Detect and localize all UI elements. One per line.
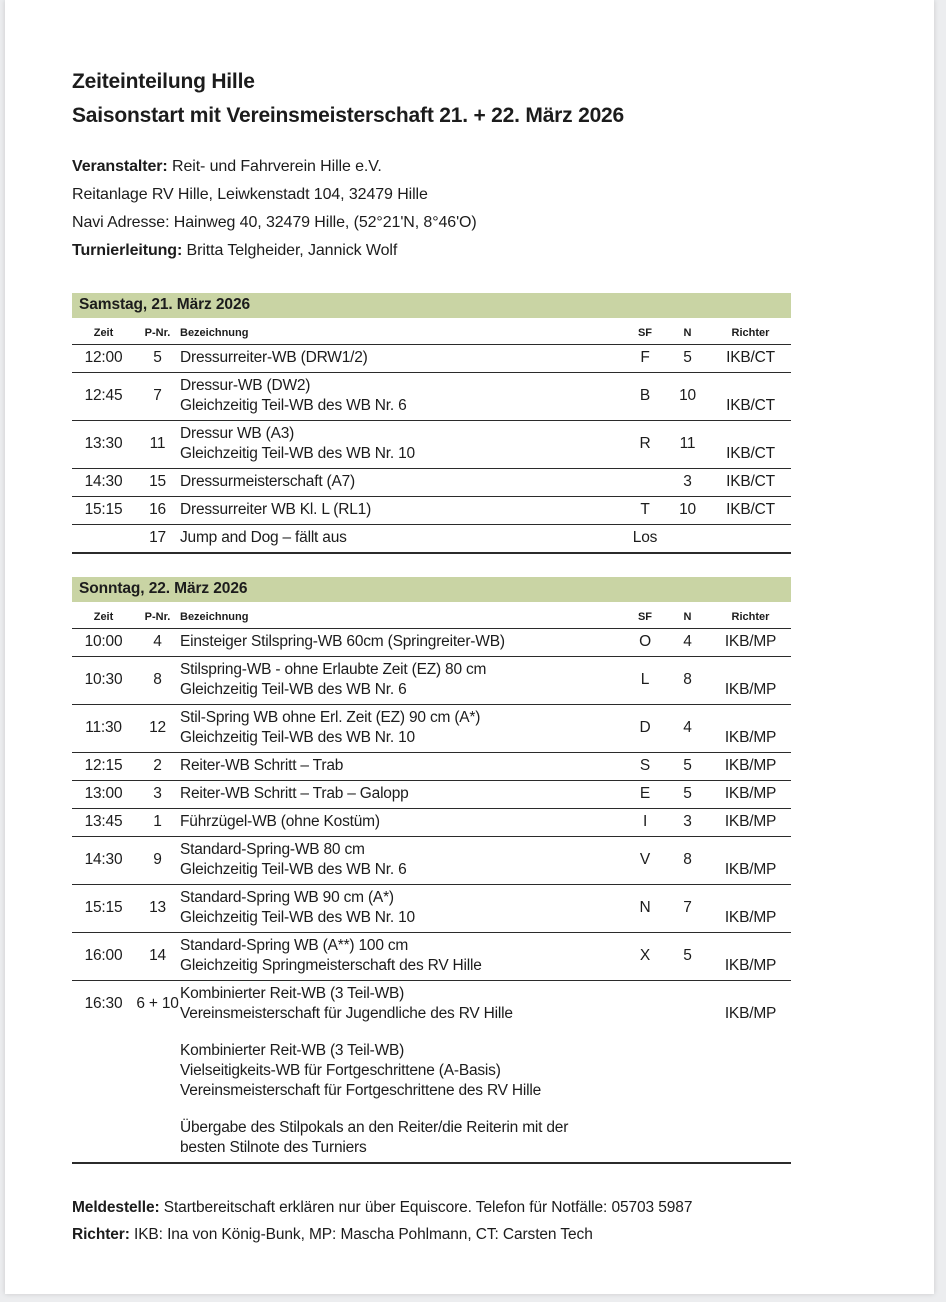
- column-header-zeit: Zeit: [93, 611, 114, 623]
- bezeichnung-line: Reiter-WB Schritt – Trab – Galopp: [180, 785, 409, 802]
- cell-sf: S: [639, 757, 651, 774]
- schedule-tables: [72, 293, 791, 1164]
- bezeichnung-line: besten Stilnote des Turniers: [180, 1139, 367, 1156]
- bezeichnung-line: Standard-Spring WB 90 cm (A*): [180, 889, 394, 906]
- cell-zeit: 13:00: [84, 785, 123, 802]
- cell-n: 5: [683, 785, 692, 802]
- cell-sf: L: [640, 671, 650, 688]
- table-body: [72, 628, 791, 1164]
- cell-pnr: 14: [149, 947, 166, 964]
- cell-zeit: 10:30: [84, 671, 123, 688]
- schedule-row: [72, 524, 791, 552]
- judges-line: [72, 1221, 791, 1248]
- venue-value: Reitanlage RV Hille, Leiwkenstadt 104, 32479 Hille: [72, 186, 428, 203]
- schedule-row: [72, 1028, 791, 1105]
- column-header-sf: SF: [637, 611, 653, 623]
- cell-n: 4: [683, 719, 692, 736]
- day-header: Sonntag, 22. März 2026: [72, 577, 791, 602]
- tournament-management-label: Turnierleitung:: [72, 242, 187, 259]
- column-header-bez: Bezeichnung: [180, 327, 249, 339]
- cell-n: 10: [679, 501, 696, 518]
- bezeichnung-line: Jump and Dog – fällt aus: [180, 529, 347, 546]
- cell-zeit: 14:30: [84, 851, 123, 868]
- cell-richter: IKB/CT: [726, 445, 775, 462]
- cell-pnr: 15: [149, 473, 166, 490]
- bezeichnung-line: Stilspring-WB - ohne Erlaubte Zeit (EZ) 80 cm: [180, 661, 487, 678]
- cell-bezeichnung: [180, 472, 625, 492]
- registration-office-value: Startbereitschaft erklären nur über Equiscore. Telefon für Notfälle: 05703 5987: [163, 1199, 693, 1216]
- cell-n: 11: [679, 435, 696, 452]
- document-subtitle: Saisonstart mit Vereinsmeisterschaft 21. + 22. März 2026: [72, 104, 625, 127]
- bezeichnung-line: Gleichzeitig Teil-WB des WB Nr. 6: [180, 861, 407, 878]
- schedule-row: [72, 420, 791, 468]
- bezeichnung-line: Stil-Spring WB ohne Erl. Zeit (EZ) 90 cm (A*): [180, 709, 481, 726]
- schedule-row: [72, 344, 791, 372]
- judges-label: Richter:: [72, 1226, 134, 1243]
- cell-sf: X: [639, 947, 651, 964]
- bezeichnung-line: Gleichzeitig Teil-WB des WB Nr. 10: [180, 729, 415, 746]
- column-header-bez: Bezeichnung: [180, 611, 249, 623]
- table-body: [72, 344, 791, 554]
- cell-bezeichnung: [180, 348, 625, 368]
- judges-value: IKB: Ina von König-Bunk, MP: Mascha Pohlmann, CT: Carsten Tech: [133, 1226, 593, 1243]
- schedule-row: [72, 836, 791, 884]
- cell-zeit: 15:15: [84, 501, 123, 518]
- cell-bezeichnung: [180, 424, 625, 464]
- cell-bezeichnung: [180, 660, 625, 700]
- cell-sf: Los: [632, 529, 658, 546]
- cell-bezeichnung: [180, 500, 625, 520]
- cell-sf: E: [639, 785, 651, 802]
- cell-sf: F: [640, 349, 650, 366]
- cell-richter: IKB/MP: [724, 757, 777, 774]
- cell-zeit: 14:30: [84, 473, 123, 490]
- cell-richter: IKB/CT: [726, 397, 775, 414]
- day-header: Samstag, 21. März 2026: [72, 293, 791, 318]
- cell-bezeichnung: [180, 784, 625, 804]
- bezeichnung-line: Standard-Spring WB (A**) 100 cm: [180, 937, 409, 954]
- cell-pnr: 7: [153, 387, 162, 404]
- bezeichnung-line: Führzügel-WB (ohne Kostüm): [180, 813, 380, 830]
- cell-pnr: 8: [153, 671, 162, 688]
- column-header-zeit: Zeit: [93, 327, 114, 339]
- bezeichnung-line: Gleichzeitig Teil-WB des WB Nr. 10: [180, 445, 415, 462]
- cell-n: 7: [683, 899, 692, 916]
- bezeichnung-line: Gleichzeitig Teil-WB des WB Nr. 6: [180, 397, 407, 414]
- registration-office-label: Meldestelle:: [72, 1199, 164, 1216]
- cell-bezeichnung: [180, 528, 625, 548]
- cell-pnr: 16: [149, 501, 166, 518]
- cell-richter: IKB/CT: [726, 501, 775, 518]
- schedule-row: [72, 628, 791, 656]
- cell-n: 3: [683, 473, 692, 490]
- schedule-table-sunday: [72, 577, 791, 1164]
- navi-address-value: Navi Adresse: Hainweg 40, 32479 Hille, (52°21'N, 8°46'O): [72, 214, 477, 231]
- column-header-n: N: [683, 327, 692, 339]
- venue-line: [72, 181, 791, 209]
- cell-bezeichnung: [180, 936, 625, 976]
- cell-bezeichnung: [180, 632, 625, 652]
- schedule-row: [72, 468, 791, 496]
- cell-zeit: 16:00: [84, 947, 123, 964]
- registration-office-line: [72, 1194, 791, 1221]
- column-header-row: [72, 602, 791, 628]
- cell-bezeichnung: [180, 708, 625, 748]
- cell-zeit: 12:00: [84, 349, 123, 366]
- cell-pnr: 1: [153, 813, 162, 830]
- cell-richter: IKB/MP: [724, 909, 777, 926]
- schedule-row: [72, 780, 791, 808]
- cell-pnr: 12: [149, 719, 166, 736]
- schedule-row: [72, 752, 791, 780]
- cell-zeit: 16:30: [84, 995, 123, 1012]
- bezeichnung-line: Gleichzeitig Springmeisterschaft des RV Hille: [180, 957, 482, 974]
- cell-richter: IKB/CT: [726, 473, 775, 490]
- cell-sf: V: [639, 851, 651, 868]
- cell-bezeichnung: [180, 888, 625, 928]
- cell-bezeichnung: [180, 756, 625, 776]
- column-header-n: N: [683, 611, 692, 623]
- bezeichnung-line: Dressurreiter WB Kl. L (RL1): [180, 501, 372, 518]
- cell-richter: IKB/MP: [724, 681, 777, 698]
- cell-bezeichnung: [180, 984, 625, 1024]
- cell-zeit: 12:45: [84, 387, 123, 404]
- cell-bezeichnung: [180, 840, 625, 880]
- cell-bezeichnung: [180, 812, 625, 832]
- cell-pnr: 13: [149, 899, 166, 916]
- cell-zeit: 12:15: [84, 757, 123, 774]
- bezeichnung-line: Dressur-WB (DW2): [180, 377, 311, 394]
- cell-richter: IKB/MP: [724, 633, 777, 650]
- column-header-richter: Richter: [731, 327, 770, 339]
- cell-richter: IKB/MP: [724, 1005, 777, 1022]
- cell-n: 8: [683, 671, 692, 688]
- cell-richter: IKB/MP: [724, 957, 777, 974]
- schedule-row: [72, 496, 791, 524]
- schedule-row: [72, 980, 791, 1028]
- cell-richter: IKB/MP: [724, 813, 777, 830]
- cell-sf: B: [639, 387, 651, 404]
- column-header-pnr: P-Nr.: [144, 327, 171, 339]
- footer-notes: [72, 1194, 791, 1248]
- schedule-row: [72, 884, 791, 932]
- cell-zeit: 11:30: [85, 719, 122, 736]
- cell-pnr: 2: [153, 757, 162, 774]
- bezeichnung-line: Dressur WB (A3): [180, 425, 295, 442]
- bezeichnung-line: Gleichzeitig Teil-WB des WB Nr. 6: [180, 681, 407, 698]
- document-title: Zeiteinteilung Hille: [72, 70, 255, 93]
- schedule-row: [72, 808, 791, 836]
- cell-pnr: 9: [153, 851, 162, 868]
- schedule-row: [72, 704, 791, 752]
- cell-pnr: 5: [153, 349, 162, 366]
- cell-pnr: 11: [149, 435, 166, 452]
- bezeichnung-line: Kombinierter Reit-WB (3 Teil-WB): [180, 1042, 405, 1059]
- schedule-row: [72, 932, 791, 980]
- cell-bezeichnung: [180, 376, 625, 416]
- bezeichnung-line: Dressurmeisterschaft (A7): [180, 473, 356, 490]
- schedule-row: [72, 372, 791, 420]
- cell-sf: O: [639, 633, 651, 650]
- cell-pnr: 4: [153, 633, 162, 650]
- bezeichnung-line: Reiter-WB Schritt – Trab: [180, 757, 344, 774]
- column-header-richter: Richter: [731, 611, 770, 623]
- cell-n: 4: [683, 633, 692, 650]
- cell-bezeichnung: [180, 1041, 625, 1101]
- bezeichnung-line: Vereinsmeisterschaft für Fortgeschrittene des RV Hille: [180, 1082, 542, 1099]
- cell-n: 5: [683, 947, 692, 964]
- bezeichnung-line: Gleichzeitig Teil-WB des WB Nr. 10: [180, 909, 415, 926]
- bezeichnung-line: Übergabe des Stilpokals an den Reiter/die Reiterin mit der: [180, 1119, 569, 1136]
- cell-zeit: 13:30: [84, 435, 123, 452]
- bezeichnung-line: Dressurreiter-WB (DRW1/2): [180, 349, 368, 366]
- bezeichnung-line: Einsteiger Stilspring-WB 60cm (Springreiter-WB): [180, 633, 505, 650]
- schedule-table-saturday: [72, 293, 791, 554]
- cell-pnr: 3: [153, 785, 162, 802]
- cell-zeit: 13:45: [84, 813, 123, 830]
- cell-sf: N: [639, 899, 651, 916]
- bezeichnung-line: Vielseitigkeits-WB für Fortgeschrittene (A-Basis): [180, 1062, 501, 1079]
- bezeichnung-line: Standard-Spring-WB 80 cm: [180, 841, 365, 858]
- organizer-info: [72, 153, 791, 265]
- document-page: [5, 0, 934, 1294]
- navi-address-line: [72, 209, 791, 237]
- cell-n: 5: [683, 757, 692, 774]
- bezeichnung-line: Vereinsmeisterschaft für Jugendliche des RV Hille: [180, 1005, 513, 1022]
- cell-n: 10: [679, 387, 696, 404]
- cell-sf: D: [639, 719, 651, 736]
- cell-richter: IKB/CT: [726, 349, 775, 366]
- organizer-label: Veranstalter:: [72, 158, 172, 175]
- cell-richter: IKB/MP: [724, 729, 777, 746]
- organizer-line: [72, 153, 791, 181]
- cell-sf: R: [639, 435, 651, 452]
- tournament-management-value: Britta Telgheider, Jannick Wolf: [186, 242, 398, 259]
- tournament-management-line: [72, 237, 791, 265]
- cell-sf: T: [640, 501, 650, 518]
- cell-zeit: 15:15: [84, 899, 123, 916]
- column-header-pnr: P-Nr.: [144, 611, 171, 623]
- cell-pnr: 17: [149, 529, 166, 546]
- cell-pnr: 6 + 10: [136, 995, 179, 1012]
- document-content: [5, 0, 791, 1248]
- cell-bezeichnung: [180, 1118, 625, 1158]
- column-header-row: [72, 318, 791, 344]
- cell-zeit: 10:00: [84, 633, 123, 650]
- bezeichnung-line: Kombinierter Reit-WB (3 Teil-WB): [180, 985, 405, 1002]
- schedule-row: [72, 656, 791, 704]
- cell-sf: I: [642, 813, 648, 830]
- cell-richter: IKB/MP: [724, 861, 777, 878]
- cell-n: 5: [683, 349, 692, 366]
- cell-richter: IKB/MP: [724, 785, 777, 802]
- cell-n: 8: [683, 851, 692, 868]
- cell-n: 3: [683, 813, 692, 830]
- schedule-row: [72, 1105, 791, 1162]
- organizer-value: Reit- und Fahrverein Hille e.V.: [171, 158, 382, 175]
- column-header-sf: SF: [637, 327, 653, 339]
